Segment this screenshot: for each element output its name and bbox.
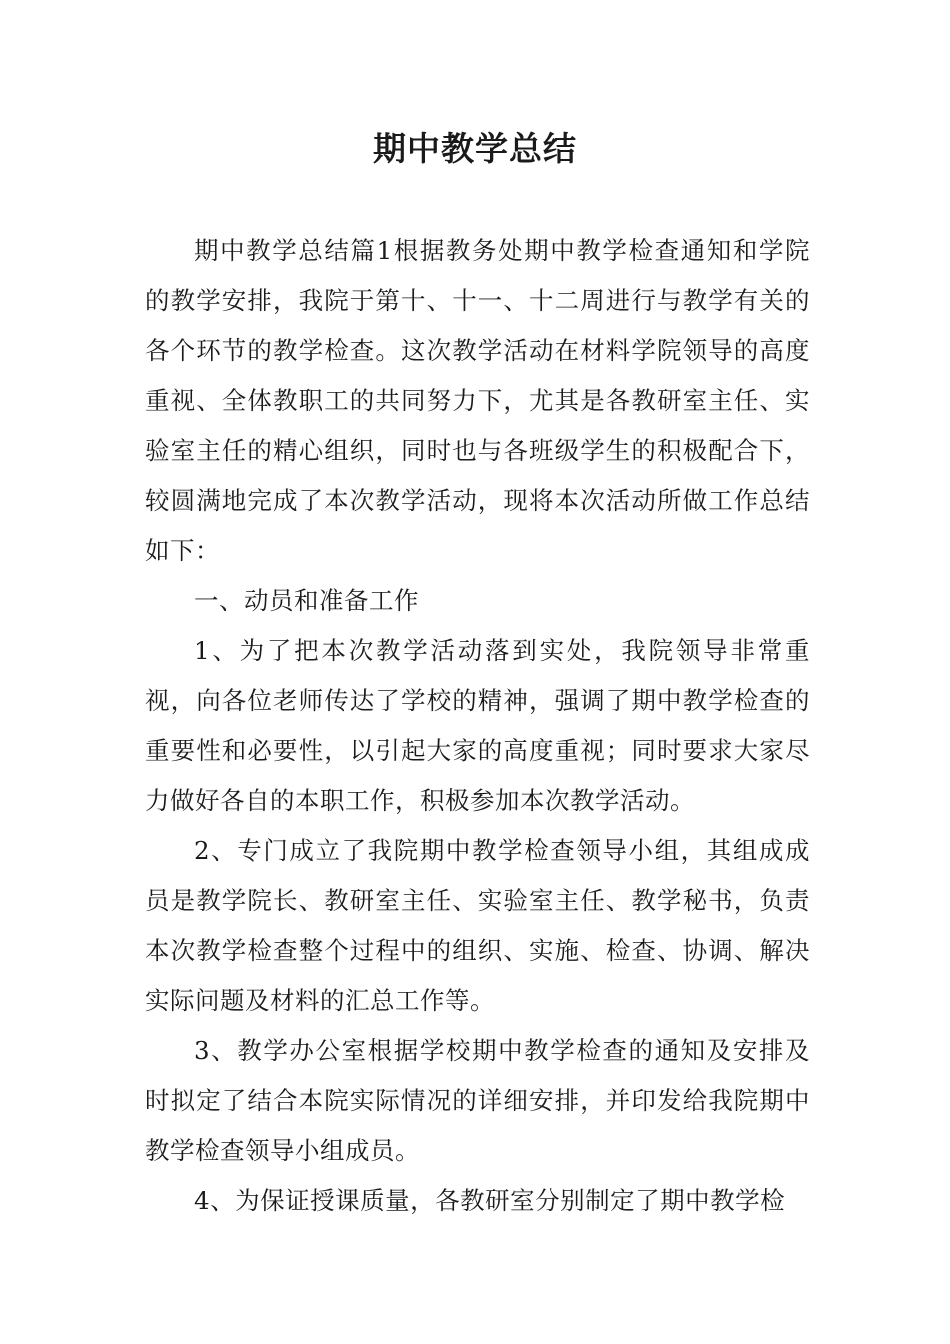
paragraph-item-4: 4、为保证授课质量，各教研室分别制定了期中教学检: [194, 1186, 786, 1215]
document-body: [145, 226, 810, 1226]
paragraph-section-heading: 一、动员和准备工作: [194, 586, 419, 615]
paragraph-intro: 期中教学总结篇1根据教务处期中教学检查通知和学院的教学安排，我院于第十、十一、十二周进行与教学有关的各个环节的教学检查。这次教学活动在材料学院领导的高度重视、全体教职工的共同努力下，尤其是各教研室主任、实验室主任的精心组织，同时也与各班级学生的积极配合下，较圆满地完成了本次教学活动，现将本次活动所做工作总结如下：: [145, 236, 810, 565]
paragraph-item-1: 1、为了把本次教学活动落到实处，我院领导非常重视，向各位老师传达了学校的精神，强调了期中教学检查的重要性和必要性，以引起大家的高度重视；同时要求大家尽力做好各自的本职工作，积极参加本次教学活动。: [145, 636, 810, 815]
document-title: 期中教学总结: [373, 129, 577, 168]
paragraph-item-3: 3、教学办公室根据学校期中教学检查的通知及安排及时拟定了结合本院实际情况的详细安排，并印发给我院期中教学检查领导小组成员。: [145, 1036, 810, 1165]
paragraph-item-2: 2、专门成立了我院期中教学检查领导小组，其组成成员是教学院长、教研室主任、实验室主任、教学秘书，负责本次教学检查整个过程中的组织、实施、检查、协调、解决实际问题及材料的汇总工作等。: [145, 836, 810, 1015]
